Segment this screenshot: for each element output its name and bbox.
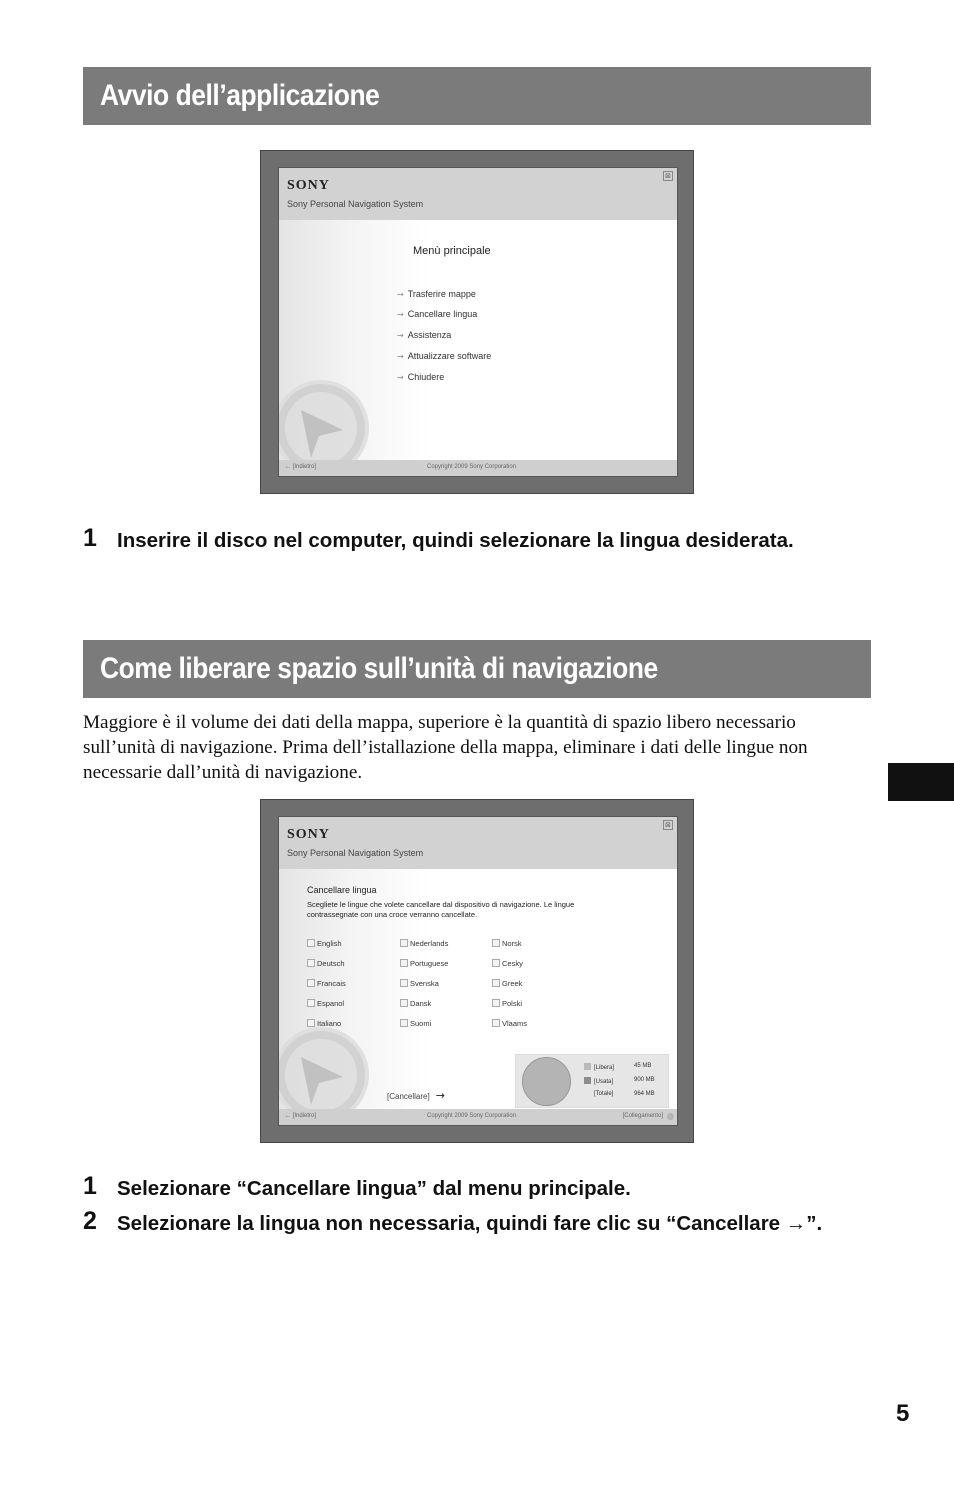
checkbox-suomi[interactable]: Suomi [400, 1019, 431, 1028]
menu-item-trasferire-mappe[interactable]: → Trasferire mappe [397, 289, 476, 299]
usage-free-row: [Libera] 45 MB [584, 1063, 614, 1071]
app-footer [279, 1109, 677, 1125]
checkbox-svenska[interactable]: Svenska [400, 979, 439, 988]
step-number: 1 [83, 524, 97, 552]
back-link[interactable]: ← [Indietro] [285, 464, 317, 470]
usage-used-row: [Usata] 900 MB [584, 1077, 613, 1085]
checkbox-nederlands[interactable]: Nederlands [400, 939, 448, 948]
connection-status-icon [667, 1113, 674, 1120]
menu-item-assistenza[interactable]: → Assistenza [397, 330, 452, 340]
screenshot-cancellare-lingua [260, 799, 694, 1143]
storage-pie-chart [522, 1057, 571, 1106]
app-body [279, 220, 677, 460]
checkbox-portuguese[interactable]: Portuguese [400, 959, 448, 968]
arrow-right-icon: → [397, 352, 404, 361]
app-subtitle: Sony Personal Navigation System [287, 848, 424, 858]
app-footer [279, 460, 677, 476]
checkbox-english[interactable]: English [307, 939, 342, 948]
panel-description: Scegliete le lingue che volete cancellare dal dispositivo di navigazione. Le lingue contrassegnate con una croce verranno cancellate. [307, 900, 575, 919]
close-icon[interactable]: ⊠ [663, 171, 673, 181]
arrow-right-icon: → [397, 290, 404, 299]
copyright: Copyright 2009 Sony Corporation [427, 1113, 517, 1119]
section-header-liberare-spazio [83, 640, 871, 698]
usage-total-row: [Totale] 964 MB [594, 1091, 655, 1097]
arrow-right-icon: → [397, 331, 404, 340]
panel-title: Cancellare lingua [307, 885, 377, 895]
menu-item-attualizzare-software[interactable]: → Attualizzare software [397, 351, 492, 361]
arrow-right-icon: → [397, 310, 404, 319]
checkbox-greek[interactable]: Greek [492, 979, 522, 988]
checkbox-vlaams[interactable]: Vlaams [492, 1019, 527, 1028]
step-text: Inserire il disco nel computer, quindi selezionare la lingua desiderata. [117, 529, 794, 552]
connection-link[interactable]: [Collegamento] [622, 1113, 663, 1119]
app-window [278, 816, 678, 1126]
step-number: 2 [83, 1207, 97, 1235]
menu-item-chiudere[interactable]: → Chiudere [397, 372, 445, 382]
checkbox-polski[interactable]: Polski [492, 999, 522, 1008]
storage-usage-panel [515, 1054, 669, 1108]
checkbox-dansk[interactable]: Dansk [400, 999, 431, 1008]
step-2-select-language [83, 1207, 843, 1237]
sony-logo: SONY [287, 178, 330, 193]
arrow-right-icon: → [435, 1089, 445, 1102]
step-number: 1 [83, 1172, 97, 1200]
chapter-tab [888, 763, 954, 801]
step-text: Selezionare “Cancellare lingua” dal menu principale. [117, 1177, 631, 1200]
arrow-right-icon: → [397, 373, 404, 382]
close-icon[interactable]: ⊠ [663, 820, 673, 830]
section-header-avvio [83, 67, 871, 125]
copyright: Copyright 2009 Sony Corporation [427, 464, 517, 470]
menu-item-cancellare-lingua[interactable]: → Cancellare lingua [397, 309, 478, 319]
menu-title: Menù principale [413, 245, 491, 257]
app-header [279, 168, 677, 220]
app-header [279, 817, 677, 869]
checkbox-deutsch[interactable]: Deutsch [307, 959, 345, 968]
section-title: Avvio dell’applicazione [100, 79, 380, 112]
app-window [278, 167, 678, 477]
sony-logo: SONY [287, 827, 330, 842]
step-1-insert-disc [83, 524, 843, 554]
step-1-select-menu [83, 1172, 843, 1202]
page-number: 5 [896, 1400, 910, 1427]
checkbox-cesky[interactable]: Cesky [492, 959, 523, 968]
screenshot-main-menu [260, 150, 694, 494]
checkbox-italiano[interactable]: Italiano [307, 1019, 341, 1028]
app-subtitle: Sony Personal Navigation System [287, 199, 424, 209]
step-text: Selezionare la lingua non necessaria, quindi fare clic su “Cancellare →”. [117, 1212, 823, 1235]
checkbox-norsk[interactable]: Norsk [492, 939, 522, 948]
checkbox-francais[interactable]: Francais [307, 979, 346, 988]
section-title: Come liberare spazio sull’unità di navigazione [100, 652, 658, 685]
intro-paragraph: Maggiore è il volume dei dati della mappa, superiore è la quantità di spazio libero necessario sull’unità di navigazione. Prima dell’istallazione della mappa, eliminare i dati delle lingue non necessarie dall’unità di navigazione. [83, 712, 808, 783]
cancel-languages-button[interactable]: [Cancellare] → [387, 1089, 445, 1102]
app-body [279, 869, 677, 1109]
checkbox-espanol[interactable]: Espanol [307, 999, 344, 1008]
back-link[interactable]: ← [Indietro] [285, 1113, 317, 1119]
